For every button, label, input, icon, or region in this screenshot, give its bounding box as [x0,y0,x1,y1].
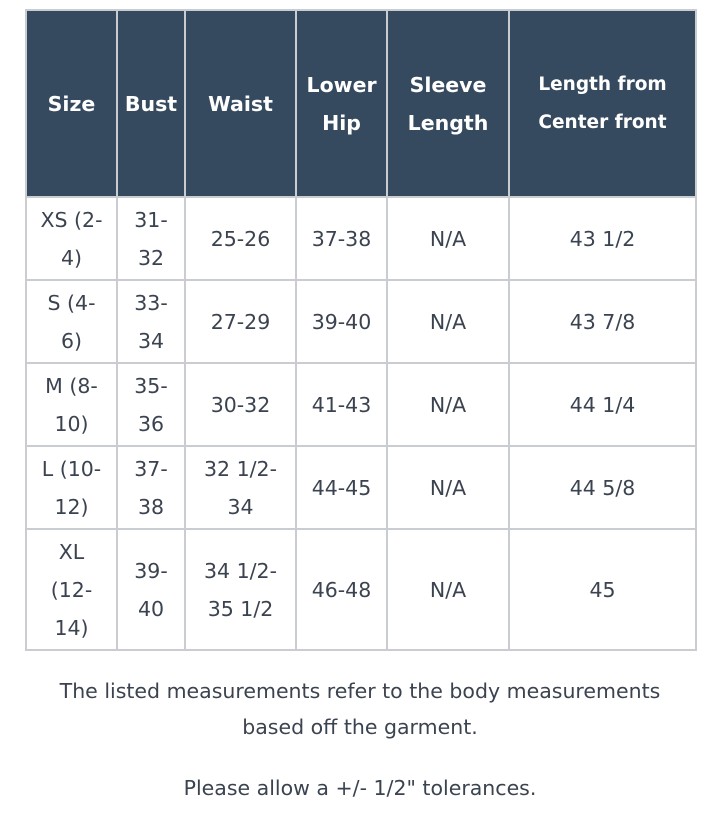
cell-waist: 32 1/2-34 [185,446,296,529]
cell-size: XL (12-14) [26,529,117,650]
cell-sleeve-length: N/A [387,197,509,280]
cell-sleeve-length: N/A [387,446,509,529]
cell-bust: 35-36 [117,363,185,446]
cell-size: XS (2-4) [26,197,117,280]
table-header [26,10,696,197]
table-row [26,363,696,446]
cell-bust: 37-38 [117,446,185,529]
cell-waist: 30-32 [185,363,296,446]
tolerance-note: Please allow a +/- 1/2" tolerances. [183,776,537,800]
cell-size: L (10-12) [26,446,117,529]
cell-lower-hip: 39-40 [296,280,387,363]
cell-waist: 34 1/2-35 1/2 [185,529,296,650]
cell-sleeve-length: N/A [387,363,509,446]
table-row [26,529,696,650]
header-bust: Bust [117,10,185,197]
cell-length: 45 [509,529,696,650]
header-lower-hip: Lower Hip [296,10,387,197]
table-row [26,446,696,529]
table-row [26,280,696,363]
cell-waist: 25-26 [185,197,296,280]
cell-length: 43 1/2 [509,197,696,280]
cell-bust: 31-32 [117,197,185,280]
header-size: Size [26,10,117,197]
table-body [26,197,696,650]
header-waist: Waist [185,10,296,197]
cell-lower-hip: 46-48 [296,529,387,650]
cell-waist: 27-29 [185,280,296,363]
cell-length: 43 7/8 [509,280,696,363]
cell-bust: 39-40 [117,529,185,650]
size-chart-table [25,9,697,651]
cell-lower-hip: 37-38 [296,197,387,280]
cell-sleeve-length: N/A [387,280,509,363]
table-row [26,197,696,280]
cell-size: S (4-6) [26,280,117,363]
cell-length: 44 5/8 [509,446,696,529]
cell-lower-hip: 44-45 [296,446,387,529]
header-sleeve-length: Sleeve Length [387,10,509,197]
header-length-from-center-front: Length from Center front [509,10,696,197]
cell-size: M (8-10) [26,363,117,446]
cell-lower-hip: 41-43 [296,363,387,446]
cell-bust: 33-34 [117,280,185,363]
cell-sleeve-length: N/A [387,529,509,650]
header-row [26,10,696,197]
measurements-note: The listed measurements refer to the body measurements based off the garment. [59,679,661,739]
cell-length: 44 1/4 [509,363,696,446]
